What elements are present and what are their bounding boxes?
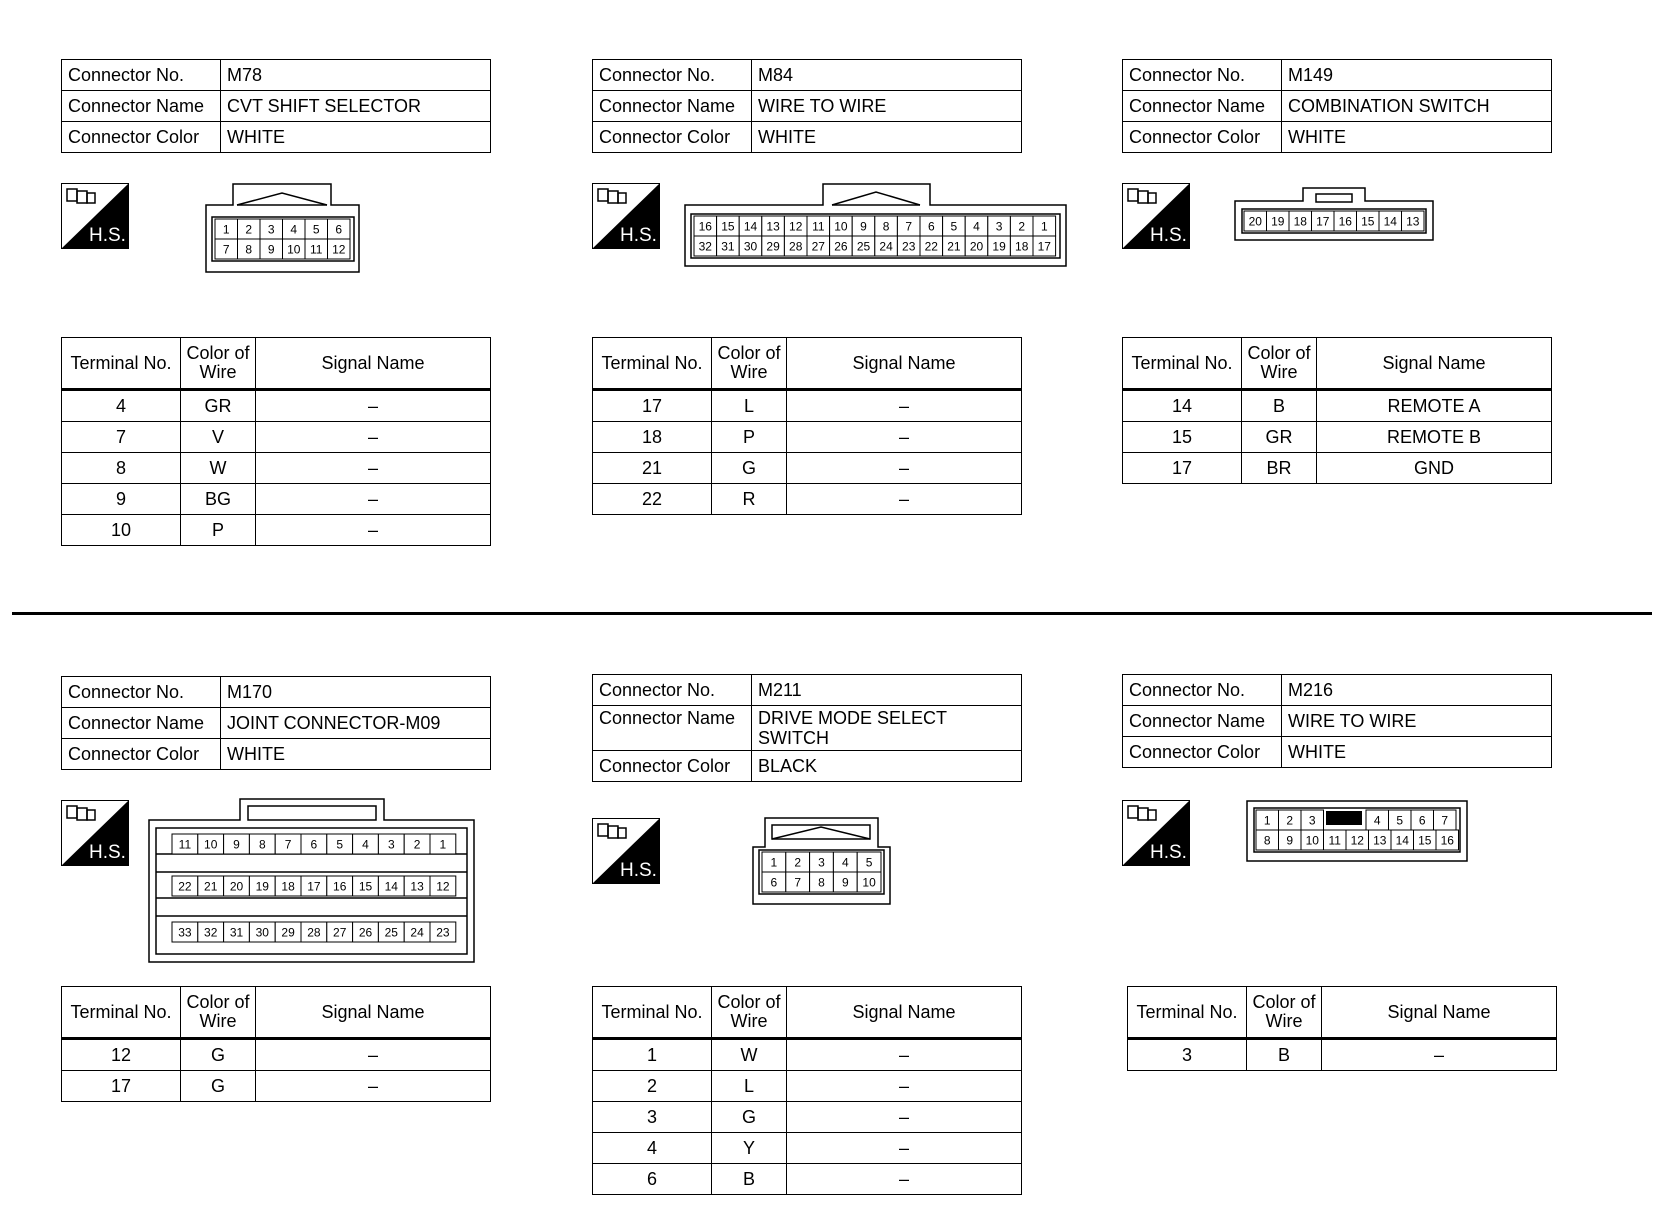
signal-name-cell: –	[256, 453, 491, 484]
pin-number: 4	[973, 219, 980, 234]
harness-side-icon	[61, 183, 129, 249]
pin-number: 18	[281, 879, 295, 894]
pin-number: 11	[310, 242, 323, 257]
signal-name-cell: –	[787, 1102, 1022, 1133]
wire-color-cell: W	[712, 1039, 787, 1071]
header-color-of-wire: Color of Wire	[1242, 338, 1317, 390]
label-connector-no: Connector No.	[1123, 60, 1282, 91]
terminal-no-cell: 8	[62, 453, 181, 484]
label-connector-color: Connector Color	[593, 122, 752, 153]
hs-badge-label: H.S.	[1150, 842, 1187, 863]
signal-name-cell: –	[256, 515, 491, 546]
connector-info-m78	[61, 59, 491, 153]
connector-name-value: CVT SHIFT SELECTOR	[221, 91, 491, 122]
pin-number: 10	[1305, 833, 1319, 848]
label-connector-name: Connector Name	[1123, 706, 1282, 737]
connector-color-value: WHITE	[1282, 122, 1552, 153]
harness-side-icon	[592, 183, 660, 249]
pin-number: 27	[811, 239, 825, 254]
pin-number: 8	[258, 837, 266, 852]
connector-name-value: DRIVE MODE SELECT SWITCH	[752, 706, 1022, 751]
signal-name-cell: –	[787, 422, 1022, 453]
pin-number: 21	[204, 879, 218, 894]
label-connector-name: Connector Name	[1123, 91, 1282, 122]
label-connector-name: Connector Name	[593, 706, 752, 751]
terminal-no-cell: 4	[62, 390, 181, 422]
terminal-no-cell: 4	[593, 1133, 712, 1164]
table-row	[593, 1164, 1022, 1195]
terminal-no-cell: 17	[1123, 453, 1242, 484]
pin-number: 12	[332, 242, 346, 257]
pin-number: 11	[178, 837, 192, 852]
connector-no-value: M149	[1282, 60, 1552, 91]
pin-number: 12	[1350, 833, 1364, 848]
wire-color-cell: R	[712, 484, 787, 515]
signal-name-cell: –	[256, 422, 491, 453]
hs-badge-label: H.S.	[89, 225, 126, 246]
terminal-no-cell: 3	[1128, 1039, 1247, 1071]
harness-side-icon	[61, 800, 129, 866]
terminal-no-cell: 9	[62, 484, 181, 515]
pin-number: 15	[358, 879, 373, 894]
pin-number: 9	[860, 219, 867, 234]
terminal-no-cell: 18	[593, 422, 712, 453]
table-row	[593, 484, 1022, 515]
pin-number: 6	[770, 875, 778, 890]
pin-number: 20	[1248, 214, 1262, 229]
terminal-no-cell: 22	[593, 484, 712, 515]
table-row	[593, 390, 1022, 422]
pin-number: 6	[927, 219, 935, 234]
signal-name-cell: –	[787, 1071, 1022, 1102]
header-terminal-no: Terminal No.	[593, 338, 712, 390]
pin-number: 14	[1395, 833, 1409, 848]
terminal-table-m84	[592, 337, 1022, 515]
pin-number: 5	[336, 837, 344, 852]
connector-face-m149	[1234, 187, 1434, 241]
pin-number: 4	[841, 855, 849, 870]
wire-color-cell: P	[712, 422, 787, 453]
header-signal-name: Signal Name	[256, 987, 491, 1039]
terminal-no-cell: 15	[1123, 422, 1242, 453]
header-color-of-wire: Color of Wire	[181, 987, 256, 1039]
terminal-no-cell: 6	[593, 1164, 712, 1195]
pin-number: 3	[995, 219, 1003, 234]
pin-number: 15	[721, 219, 735, 234]
signal-name-cell: –	[787, 1164, 1022, 1195]
connector-color-value: WHITE	[221, 122, 491, 153]
pin-number: 32	[204, 925, 218, 940]
pin-number: 26	[834, 239, 848, 254]
harness-side-icon	[592, 818, 660, 884]
connector-info-m211	[592, 674, 1022, 782]
terminal-no-cell: 12	[62, 1039, 181, 1071]
wire-color-cell: G	[712, 1102, 787, 1133]
pin-number: 6	[335, 222, 343, 237]
signal-name-cell: –	[787, 453, 1022, 484]
pin-number: 3	[387, 837, 395, 852]
signal-name-cell: REMOTE B	[1317, 422, 1552, 453]
pin-number: 8	[818, 875, 825, 890]
table-row	[62, 422, 491, 453]
pin-number: 3	[1308, 813, 1316, 828]
terminal-no-cell: 1	[593, 1039, 712, 1071]
connector-info-m216	[1122, 674, 1552, 768]
pin-number: 14	[384, 879, 398, 894]
pin-number: 24	[879, 239, 893, 254]
pin-number: 12	[789, 219, 803, 234]
pin-number: 3	[267, 222, 275, 237]
pin-number: 8	[882, 219, 890, 234]
table-row	[62, 1071, 491, 1102]
pin-number: 11	[812, 219, 825, 234]
pin-number: 9	[841, 875, 849, 890]
label-connector-name: Connector Name	[62, 708, 221, 739]
cavity-blocked	[1326, 811, 1362, 825]
harness-side-icon	[1122, 800, 1190, 866]
pin-number: 19	[255, 879, 269, 894]
terminal-table-m149	[1122, 337, 1552, 484]
terminal-no-cell: 10	[62, 515, 181, 546]
wire-color-cell: B	[1242, 390, 1317, 422]
pin-number: 16	[1440, 833, 1454, 848]
pin-number: 13	[1373, 833, 1387, 848]
pin-number: 23	[436, 925, 450, 940]
pin-number: 31	[229, 925, 244, 940]
table-row	[1128, 1039, 1557, 1071]
pin-number: 4	[362, 837, 369, 852]
pin-number: 18	[1293, 214, 1307, 229]
connector-face-m84	[684, 183, 1067, 267]
pin-number: 29	[281, 925, 295, 940]
header-signal-name: Signal Name	[1317, 338, 1552, 390]
pin-number: 7	[905, 219, 913, 234]
pin-number: 20	[969, 239, 984, 254]
signal-name-cell: –	[787, 1133, 1022, 1164]
terminal-no-cell: 2	[593, 1071, 712, 1102]
connector-info-m149	[1122, 59, 1552, 153]
pin-number: 9	[267, 242, 275, 257]
wire-color-cell: V	[181, 422, 256, 453]
pin-number: 27	[333, 925, 347, 940]
pin-number: 17	[307, 879, 321, 894]
signal-name-cell: GND	[1317, 453, 1552, 484]
pin-number: 5	[865, 855, 873, 870]
pin-number: 11	[1328, 833, 1341, 848]
connector-color-value: BLACK	[752, 751, 1022, 782]
pin-number: 7	[284, 837, 292, 852]
pin-number: 22	[178, 879, 192, 894]
pin-number: 9	[1286, 833, 1294, 848]
pin-number: 30	[255, 925, 269, 940]
pin-number: 28	[307, 925, 321, 940]
wire-color-cell: B	[712, 1164, 787, 1195]
signal-name-cell: REMOTE A	[1317, 390, 1552, 422]
header-signal-name: Signal Name	[787, 338, 1022, 390]
label-connector-name: Connector Name	[62, 91, 221, 122]
connector-color-value: WHITE	[752, 122, 1022, 153]
header-terminal-no: Terminal No.	[62, 338, 181, 390]
table-row	[1123, 390, 1552, 422]
pin-number: 6	[1418, 813, 1426, 828]
hs-badge-label: H.S.	[620, 860, 657, 881]
pin-number: 1	[1263, 813, 1271, 828]
pin-number: 30	[743, 239, 758, 254]
signal-name-cell: –	[1322, 1039, 1557, 1071]
pin-number: 24	[410, 925, 424, 940]
hs-badge-label: H.S.	[1150, 225, 1187, 246]
signal-name-cell: –	[787, 484, 1022, 515]
table-row	[593, 453, 1022, 484]
pin-number: 26	[358, 925, 373, 940]
pin-number: 18	[1015, 239, 1029, 254]
pin-number: 33	[178, 925, 192, 940]
connector-info-m170	[61, 676, 491, 770]
table-row	[62, 390, 491, 422]
pin-number: 15	[1418, 833, 1432, 848]
pin-number: 1	[222, 222, 230, 237]
table-row	[62, 453, 491, 484]
terminal-no-cell: 3	[593, 1102, 712, 1133]
pin-number: 16	[1338, 214, 1352, 229]
connector-no-value: M78	[221, 60, 491, 91]
connector-no-value: M216	[1282, 675, 1552, 706]
table-row	[62, 1039, 491, 1071]
table-row	[593, 1102, 1022, 1133]
pin-number: 32	[698, 239, 712, 254]
table-row	[62, 515, 491, 546]
header-color-of-wire: Color of Wire	[712, 987, 787, 1039]
label-connector-name: Connector Name	[593, 91, 752, 122]
wire-color-cell: P	[181, 515, 256, 546]
pin-number: 2	[1286, 813, 1294, 828]
pin-number: 14	[743, 219, 758, 234]
wire-color-cell: GR	[1242, 422, 1317, 453]
wire-color-cell: Y	[712, 1133, 787, 1164]
connector-no-value: M170	[221, 677, 491, 708]
pin-number: 2	[794, 855, 802, 870]
connector-face-m170	[148, 798, 475, 963]
label-connector-no: Connector No.	[593, 675, 752, 706]
pin-number: 7	[1441, 813, 1449, 828]
terminal-table-m216	[1127, 986, 1557, 1071]
label-connector-color: Connector Color	[62, 739, 221, 770]
pin-number: 5	[1396, 813, 1404, 828]
pin-number: 15	[1361, 214, 1375, 229]
pin-number: 6	[310, 837, 318, 852]
pin-number: 13	[766, 219, 780, 234]
table-row	[593, 1133, 1022, 1164]
wire-color-cell: G	[181, 1039, 256, 1071]
header-color-of-wire: Color of Wire	[712, 338, 787, 390]
wire-color-cell: BR	[1242, 453, 1317, 484]
terminal-no-cell: 17	[593, 390, 712, 422]
hs-badge-label: H.S.	[620, 225, 657, 246]
connector-face-m216	[1246, 800, 1468, 862]
header-terminal-no: Terminal No.	[1123, 338, 1242, 390]
header-color-of-wire: Color of Wire	[181, 338, 256, 390]
connector-name-value: COMBINATION SWITCH	[1282, 91, 1552, 122]
table-row	[593, 422, 1022, 453]
signal-name-cell: –	[256, 484, 491, 515]
wire-color-cell: G	[712, 453, 787, 484]
pin-number: 5	[312, 222, 320, 237]
pin-number: 1	[439, 837, 447, 852]
pin-number: 10	[862, 875, 876, 890]
wire-color-cell: L	[712, 1071, 787, 1102]
header-signal-name: Signal Name	[256, 338, 491, 390]
pin-number: 2	[245, 222, 253, 237]
pin-number: 16	[698, 219, 712, 234]
terminal-table-m170	[61, 986, 491, 1102]
table-row	[593, 1071, 1022, 1102]
terminal-no-cell: 14	[1123, 390, 1242, 422]
label-connector-no: Connector No.	[62, 677, 221, 708]
connector-name-value: WIRE TO WIRE	[752, 91, 1022, 122]
pin-number: 4	[1373, 813, 1381, 828]
connector-color-value: WHITE	[221, 739, 491, 770]
pin-number: 4	[290, 222, 298, 237]
label-connector-no: Connector No.	[62, 60, 221, 91]
label-connector-no: Connector No.	[1123, 675, 1282, 706]
pin-number: 19	[1271, 214, 1285, 229]
terminal-table-m211	[592, 986, 1022, 1195]
header-color-of-wire: Color of Wire	[1247, 987, 1322, 1039]
table-row	[593, 1039, 1022, 1071]
connector-face-m78	[205, 183, 360, 273]
pin-number: 1	[770, 855, 778, 870]
header-terminal-no: Terminal No.	[62, 987, 181, 1039]
pin-number: 10	[287, 242, 301, 257]
signal-name-cell: –	[256, 1071, 491, 1102]
pin-number: 25	[856, 239, 871, 254]
table-row	[62, 484, 491, 515]
pin-number: 13	[1406, 214, 1420, 229]
pin-number: 31	[721, 239, 735, 254]
header-signal-name: Signal Name	[787, 987, 1022, 1039]
pin-number: 2	[1018, 219, 1026, 234]
section-divider	[12, 612, 1652, 615]
header-terminal-no: Terminal No.	[1128, 987, 1247, 1039]
pin-number: 8	[1263, 833, 1271, 848]
wire-color-cell: BG	[181, 484, 256, 515]
pin-number: 28	[789, 239, 803, 254]
wire-color-cell: L	[712, 390, 787, 422]
signal-name-cell: –	[256, 390, 491, 422]
connector-name-value: JOINT CONNECTOR-M09	[221, 708, 491, 739]
signal-name-cell: –	[256, 1039, 491, 1071]
wire-color-cell: GR	[181, 390, 256, 422]
terminal-no-cell: 21	[593, 453, 712, 484]
table-row	[1123, 453, 1552, 484]
connector-no-value: M211	[752, 675, 1022, 706]
pin-number: 29	[766, 239, 780, 254]
label-connector-color: Connector Color	[593, 751, 752, 782]
pin-number: 17	[1037, 239, 1051, 254]
terminal-no-cell: 7	[62, 422, 181, 453]
pin-number: 7	[794, 875, 802, 890]
pin-number: 8	[245, 242, 253, 257]
pin-number: 19	[992, 239, 1006, 254]
pin-number: 14	[1383, 214, 1397, 229]
wire-color-cell: G	[181, 1071, 256, 1102]
wire-color-cell: W	[181, 453, 256, 484]
signal-name-cell: –	[787, 1039, 1022, 1071]
pin-number: 9	[233, 837, 240, 852]
pin-number: 21	[947, 239, 961, 254]
header-terminal-no: Terminal No.	[593, 987, 712, 1039]
table-row	[1123, 422, 1552, 453]
terminal-table-m78	[61, 337, 491, 546]
label-connector-color: Connector Color	[1123, 737, 1282, 768]
connector-name-value: WIRE TO WIRE	[1282, 706, 1552, 737]
pin-number: 23	[902, 239, 916, 254]
pin-number: 16	[333, 879, 347, 894]
terminal-no-cell: 17	[62, 1071, 181, 1102]
header-signal-name: Signal Name	[1322, 987, 1557, 1039]
signal-name-cell: –	[787, 390, 1022, 422]
hs-badge-label: H.S.	[89, 842, 126, 863]
pin-number: 3	[818, 855, 825, 870]
harness-side-icon	[1122, 183, 1190, 249]
pin-number: 22	[924, 239, 938, 254]
pin-number: 1	[1040, 219, 1048, 234]
connector-color-value: WHITE	[1282, 737, 1552, 768]
pin-number: 25	[384, 925, 398, 940]
pin-number: 20	[229, 879, 244, 894]
pin-number: 13	[410, 879, 424, 894]
connector-face-m211	[752, 817, 891, 905]
label-connector-color: Connector Color	[62, 122, 221, 153]
wire-color-cell: B	[1247, 1039, 1322, 1071]
label-connector-color: Connector Color	[1123, 122, 1282, 153]
pin-number: 2	[413, 837, 421, 852]
connector-info-m84	[592, 59, 1022, 153]
pin-number: 7	[222, 242, 230, 257]
pin-number: 12	[436, 879, 450, 894]
pin-number: 17	[1316, 214, 1330, 229]
pin-number: 10	[834, 219, 848, 234]
pin-number: 10	[204, 837, 218, 852]
pin-number: 5	[950, 219, 958, 234]
label-connector-no: Connector No.	[593, 60, 752, 91]
connector-no-value: M84	[752, 60, 1022, 91]
